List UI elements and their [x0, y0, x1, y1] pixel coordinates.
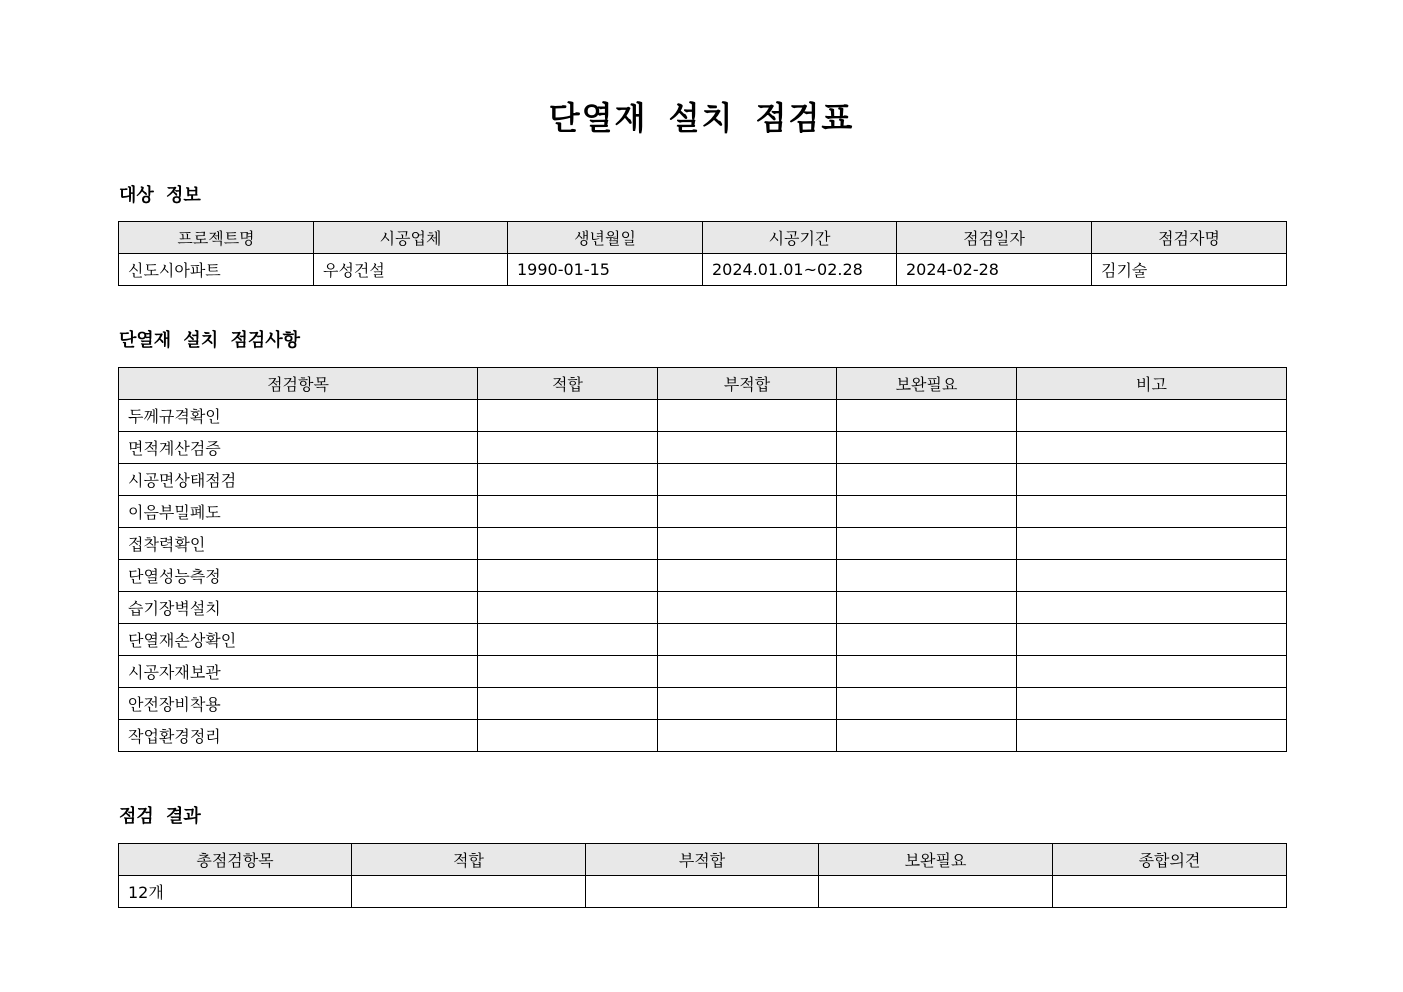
total-items-cell: 12개: [119, 876, 352, 908]
pass-cell[interactable]: [478, 432, 658, 464]
contractor-cell: 우성건설: [314, 254, 508, 286]
checklist-row: [119, 592, 1287, 624]
remarks-cell[interactable]: [1017, 560, 1287, 592]
checklist-row: [119, 560, 1287, 592]
remarks-cell[interactable]: [1017, 464, 1287, 496]
pass-cell[interactable]: [478, 464, 658, 496]
fail-count-cell[interactable]: [586, 876, 819, 908]
checklist-row: [119, 528, 1287, 560]
pass-cell[interactable]: [478, 560, 658, 592]
fail-cell[interactable]: [658, 560, 837, 592]
check-item-label: 접착력확인: [119, 528, 478, 560]
needs-fix-cell[interactable]: [837, 432, 1017, 464]
checklist-row: [119, 688, 1287, 720]
needs-fix-cell[interactable]: [837, 688, 1017, 720]
needs-fix-cell[interactable]: [837, 592, 1017, 624]
fail-cell[interactable]: [658, 496, 837, 528]
fail-cell[interactable]: [658, 592, 837, 624]
project-name-cell: 신도시아파트: [119, 254, 314, 286]
fail-cell[interactable]: [658, 464, 837, 496]
needs-fix-cell[interactable]: [837, 496, 1017, 528]
pass-cell[interactable]: [478, 688, 658, 720]
remarks-header: 비고: [1017, 368, 1287, 400]
checklist-table: [118, 367, 1287, 752]
remarks-cell[interactable]: [1017, 624, 1287, 656]
check-item-header: 점검항목: [119, 368, 478, 400]
check-item-label: 두께규격확인: [119, 400, 478, 432]
checklist-row: [119, 624, 1287, 656]
overall-opinion-cell[interactable]: [1053, 876, 1287, 908]
needs-fix-count-cell[interactable]: [819, 876, 1053, 908]
fail-cell[interactable]: [658, 432, 837, 464]
fail-count-header: 부적합: [586, 844, 819, 876]
needs-fix-count-header: 보완필요: [819, 844, 1053, 876]
inspection-date-cell: 2024-02-28: [897, 254, 1092, 286]
inspection-date-header: 점검일자: [897, 222, 1092, 254]
overall-opinion-header: 종합의견: [1053, 844, 1287, 876]
pass-count-header: 적합: [352, 844, 586, 876]
check-item-label: 작업환경정리: [119, 720, 478, 752]
needs-fix-cell[interactable]: [837, 400, 1017, 432]
fail-cell[interactable]: [658, 720, 837, 752]
fail-cell[interactable]: [658, 400, 837, 432]
pass-cell[interactable]: [478, 656, 658, 688]
result-table: [118, 843, 1287, 908]
page-title: 단열재 설치 점검표: [548, 99, 855, 137]
check-item-label: 시공면상태점검: [119, 464, 478, 496]
total-items-header: 총점검항목: [119, 844, 352, 876]
remarks-cell[interactable]: [1017, 432, 1287, 464]
inspector-name-cell: 김기술: [1092, 254, 1287, 286]
contractor-header: 시공업체: [314, 222, 508, 254]
pass-cell[interactable]: [478, 624, 658, 656]
check-item-label: 단열성능측정: [119, 560, 478, 592]
needs-fix-cell[interactable]: [837, 528, 1017, 560]
needs-fix-cell[interactable]: [837, 624, 1017, 656]
pass-cell[interactable]: [478, 496, 658, 528]
checklist-header-row: [119, 368, 1287, 400]
check-item-label: 면적계산검증: [119, 432, 478, 464]
pass-cell[interactable]: [478, 720, 658, 752]
target-info-table: [118, 221, 1287, 286]
checklist-row: [119, 720, 1287, 752]
fail-cell[interactable]: [658, 624, 837, 656]
construction-period-cell: 2024.01.01~02.28: [703, 254, 897, 286]
target-info-header-row: [119, 222, 1287, 254]
pass-cell[interactable]: [478, 400, 658, 432]
remarks-cell[interactable]: [1017, 592, 1287, 624]
result-value-row: [119, 876, 1287, 908]
fail-header: 부적합: [658, 368, 837, 400]
fail-cell[interactable]: [658, 656, 837, 688]
checklist-row: [119, 464, 1287, 496]
checklist-row: [119, 432, 1287, 464]
remarks-cell[interactable]: [1017, 528, 1287, 560]
checklist-row: [119, 400, 1287, 432]
check-item-label: 습기장벽설치: [119, 592, 478, 624]
target-info-value-row: [119, 254, 1287, 286]
remarks-cell[interactable]: [1017, 400, 1287, 432]
remarks-cell[interactable]: [1017, 496, 1287, 528]
project-name-header: 프로젝트명: [119, 222, 314, 254]
pass-cell[interactable]: [478, 592, 658, 624]
result-heading: 점검 결과: [119, 806, 201, 827]
birthdate-header: 생년월일: [508, 222, 703, 254]
check-item-label: 이음부밀폐도: [119, 496, 478, 528]
needs-fix-cell[interactable]: [837, 720, 1017, 752]
construction-period-header: 시공기간: [703, 222, 897, 254]
fail-cell[interactable]: [658, 688, 837, 720]
pass-count-cell[interactable]: [352, 876, 586, 908]
checklist-heading: 단열재 설치 점검사항: [119, 330, 301, 351]
birthdate-cell: 1990-01-15: [508, 254, 703, 286]
needs-fix-header: 보완필요: [837, 368, 1017, 400]
needs-fix-cell[interactable]: [837, 464, 1017, 496]
pass-cell[interactable]: [478, 528, 658, 560]
check-item-label: 안전장비착용: [119, 688, 478, 720]
fail-cell[interactable]: [658, 528, 837, 560]
needs-fix-cell[interactable]: [837, 656, 1017, 688]
check-item-label: 시공자재보관: [119, 656, 478, 688]
checklist-row: [119, 656, 1287, 688]
checklist-row: [119, 496, 1287, 528]
remarks-cell[interactable]: [1017, 688, 1287, 720]
target-info-heading: 대상 정보: [119, 185, 201, 206]
remarks-cell[interactable]: [1017, 656, 1287, 688]
result-header-row: [119, 844, 1287, 876]
check-item-label: 단열재손상확인: [119, 624, 478, 656]
inspector-name-header: 점검자명: [1092, 222, 1287, 254]
pass-header: 적합: [478, 368, 658, 400]
needs-fix-cell[interactable]: [837, 560, 1017, 592]
remarks-cell[interactable]: [1017, 720, 1287, 752]
